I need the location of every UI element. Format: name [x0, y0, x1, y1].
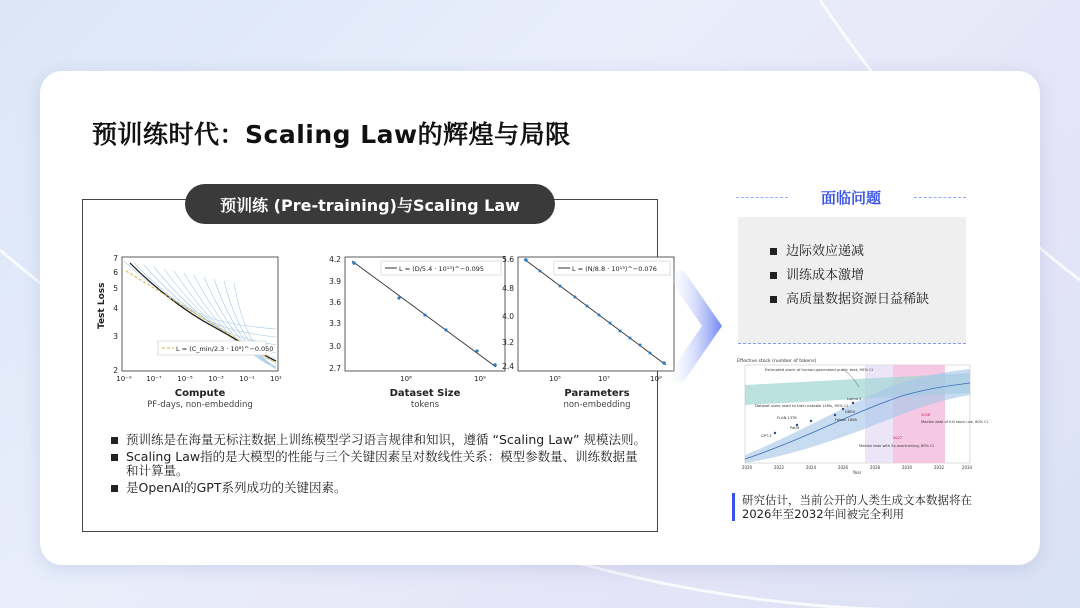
y-tick: 3.9: [329, 277, 341, 286]
year-mark: 2027: [893, 436, 903, 440]
dataset-legend: L = (D/5.4 · 10¹³)^−0.095: [399, 265, 484, 273]
parameters-legend: L = (N/8.8 · 10¹³)^−0.076: [572, 265, 657, 273]
x-tick: 10⁻⁵: [177, 375, 193, 383]
x-tick: 2020: [741, 465, 753, 470]
slide-title: 预训练时代：Scaling Law的辉煌与局限: [92, 120, 571, 149]
x-tick: 2034: [961, 465, 973, 470]
y-tick: 4: [113, 304, 118, 313]
y-tick: 4.8: [502, 284, 514, 293]
data-stock-chart: [735, 355, 988, 475]
y-tick: 3.3: [329, 319, 341, 328]
y-tick: 2.7: [329, 364, 341, 373]
research-caption: 研究估计，当前公开的人类生成文本数据将在2026年至2032年间被完全利用: [732, 493, 987, 521]
band-label: Estimated stock of human-generated public text, 95% CI: [765, 367, 873, 372]
mini-chart-xlabel: Year: [852, 470, 862, 475]
problem-item: 高质量数据资源日益稀缺: [770, 293, 929, 307]
model-label: Falcon 180B: [835, 418, 857, 422]
year-mark: 2028: [921, 413, 931, 417]
problem-item: 训练成本激增: [770, 269, 929, 283]
problem-item: 边际效应递减: [770, 245, 929, 259]
x-tick: 2026: [837, 465, 849, 470]
y-tick: 7: [113, 254, 118, 263]
compute-legend: L = (C_min/2.3 · 10⁸)^−0.050: [176, 345, 274, 353]
dataset-label: Dataset sizes used to train notable LLMs, 95% CI: [755, 403, 848, 408]
bullet-item: 是OpenAI的GPT系列成功的关键因素。: [110, 481, 650, 495]
annotation-right: Median date of full stock use, 80% CI: [921, 420, 988, 424]
model-label: DBRX: [845, 410, 856, 414]
y-tick: 4.0: [502, 312, 514, 321]
compute-sublabel: PF-days, non-embedding: [147, 400, 253, 410]
compute-xlabel: Compute: [174, 388, 226, 399]
slide-card: [40, 71, 1040, 565]
x-tick: 10¹: [270, 375, 282, 383]
model-label: Llama 3: [847, 397, 862, 401]
dataset-sublabel: tokens: [410, 400, 440, 410]
x-tick: 10⁻⁷: [146, 375, 162, 383]
y-tick: 2: [113, 366, 118, 375]
y-tick: 5.6: [502, 255, 514, 264]
x-tick: 10⁷: [598, 375, 610, 383]
pretraining-pill: 预训练 (Pre-training)与Scaling Law: [185, 184, 555, 224]
problems-box: [738, 217, 966, 344]
y-tick: 2.4: [502, 362, 514, 371]
plot-compute: [97, 254, 282, 410]
model-label: GPT-3: [761, 434, 772, 438]
annotation-left: Median date with 5x overtraining, 80% CI: [859, 444, 934, 448]
pretraining-bullets: [110, 433, 650, 498]
compute-ylabel: Test Loss: [97, 282, 107, 329]
parameters-xlabel: Parameters: [564, 388, 630, 399]
problems-heading: 面临问题: [820, 189, 881, 207]
y-tick: 3.0: [329, 342, 341, 351]
x-tick: 10⁻¹: [239, 375, 255, 383]
y-tick: 3.6: [329, 298, 341, 307]
x-tick: 10⁵: [549, 375, 561, 383]
x-tick: 10⁸: [400, 375, 412, 383]
x-tick: 10⁻³: [208, 375, 224, 383]
x-tick: 2022: [773, 465, 785, 470]
x-tick: 10⁻⁹: [116, 375, 132, 383]
parameters-sublabel: non-embedding: [563, 400, 631, 410]
problems-header: [736, 187, 966, 209]
y-tick: 3: [113, 332, 118, 341]
model-label: FLAN 137B: [777, 416, 797, 420]
x-tick: 2024: [805, 465, 817, 470]
model-label: PaLM: [790, 426, 800, 430]
x-tick: 10⁹: [650, 375, 662, 383]
dataset-xlabel: Dataset Size: [389, 388, 461, 399]
y-tick: 5: [113, 284, 118, 293]
x-tick: 10⁹: [474, 375, 486, 383]
x-tick: 2030: [901, 465, 913, 470]
bullet-item: Scaling Law指的是大模型的性能与三个关键因素呈对数线性关系：模型参数量、训练数据量和计算量。: [110, 450, 650, 478]
y-tick: 3.2: [502, 338, 514, 347]
plot-dataset-size: [329, 255, 505, 410]
data-stock-chart-title: Effective stock (number of tokens): [737, 359, 817, 364]
x-tick: 2032: [933, 465, 945, 470]
right-arrow-icon: [664, 271, 726, 381]
bullet-item: 预训练是在海量无标注数据上训练模型学习语言规律和知识，遵循 “Scaling Law” 规模法则。: [110, 433, 650, 447]
scaling-law-plots: [94, 249, 662, 429]
x-tick: 2028: [869, 465, 881, 470]
header-divider: [914, 197, 966, 198]
y-tick: 6: [113, 268, 118, 277]
y-tick: 4.2: [329, 255, 341, 264]
